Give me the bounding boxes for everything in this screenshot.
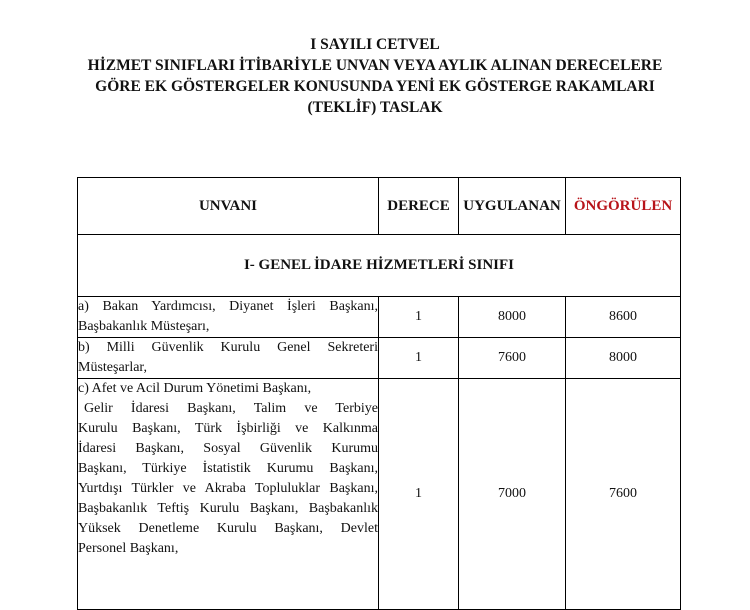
ongorulen-cell: 8000 [566,338,681,379]
unvan-line: Kurulu Başkanı, Türk İşbirliği ve Kalkınma [78,421,378,436]
unvan-line: Müsteşarlar, [78,360,148,375]
uygulanan-cell: 7600 [459,338,566,379]
ongorulen-cell: 7600 [566,379,681,610]
section-title: I- GENEL İDARE HİZMETLERİ SINIFI [78,235,681,297]
uygulanan-cell: 8000 [459,297,566,338]
document-title-line-2: GÖRE EK GÖSTERGELER KONUSUNDA YENİ EK GÖSTERGE RAKAMLARI [95,78,655,95]
document-title-line-1: HİZMET SINIFLARI İTİBARİYLE UNVAN VEYA AYLIK ALINAN DERECELERE [87,57,663,74]
document-header [0,34,750,118]
table-row [78,379,681,610]
column-header-derece: DERECE [379,178,459,235]
unvan-line: Yüksek Denetleme Kurulu Başkanı, Devlet [78,521,378,536]
unvan-cell [78,338,379,379]
column-header-ongorulen: ÖNGÖRÜLEN [566,178,681,235]
document-title-line-3: (TEKLİF) TASLAK [307,99,443,116]
unvan-line: Başbakanlık Teftiş Kurulu Başkanı, Başbakanlık [78,501,378,516]
unvan-line: Yurtdışı Türkler ve Akraba Topluluklar Başkanı, [78,481,378,496]
section-row [78,235,681,297]
ongorulen-cell: 8600 [566,297,681,338]
derece-cell: 1 [379,338,459,379]
column-header-unvani: UNVANI [78,178,379,235]
cetvel-number: I SAYILI CETVEL [310,36,440,53]
table-header-row [78,178,681,235]
derece-cell: 1 [379,379,459,610]
unvan-line: Gelir İdaresi Başkanı, Talim ve Terbiye [84,401,378,416]
derece-cell: 1 [379,297,459,338]
unvan-line: İdaresi Başkanı, Sosyal Güvenlik Kurumu [78,441,378,456]
unvan-cell [78,379,379,610]
column-header-uygulanan: UYGULANAN [459,178,566,235]
uygulanan-cell: 7000 [459,379,566,610]
unvan-line: b) Milli Güvenlik Kurulu Genel Sekreteri [78,340,378,355]
unvan-line: Personel Başkanı, [78,541,179,556]
table-row [78,338,681,379]
unvan-line: Başkanı, Türkiye İstatistik Kurumu Başkanı, [78,461,378,476]
unvan-cell [78,297,379,338]
unvan-line: c) Afet ve Acil Durum Yönetimi Başkanı, [78,381,312,396]
table-row [78,297,681,338]
unvan-line: a) Bakan Yardımcısı, Diyanet İşleri Başkanı, [78,299,378,314]
ek-gosterge-table [77,177,681,610]
unvan-line: Başbakanlık Müsteşarı, [78,319,210,334]
